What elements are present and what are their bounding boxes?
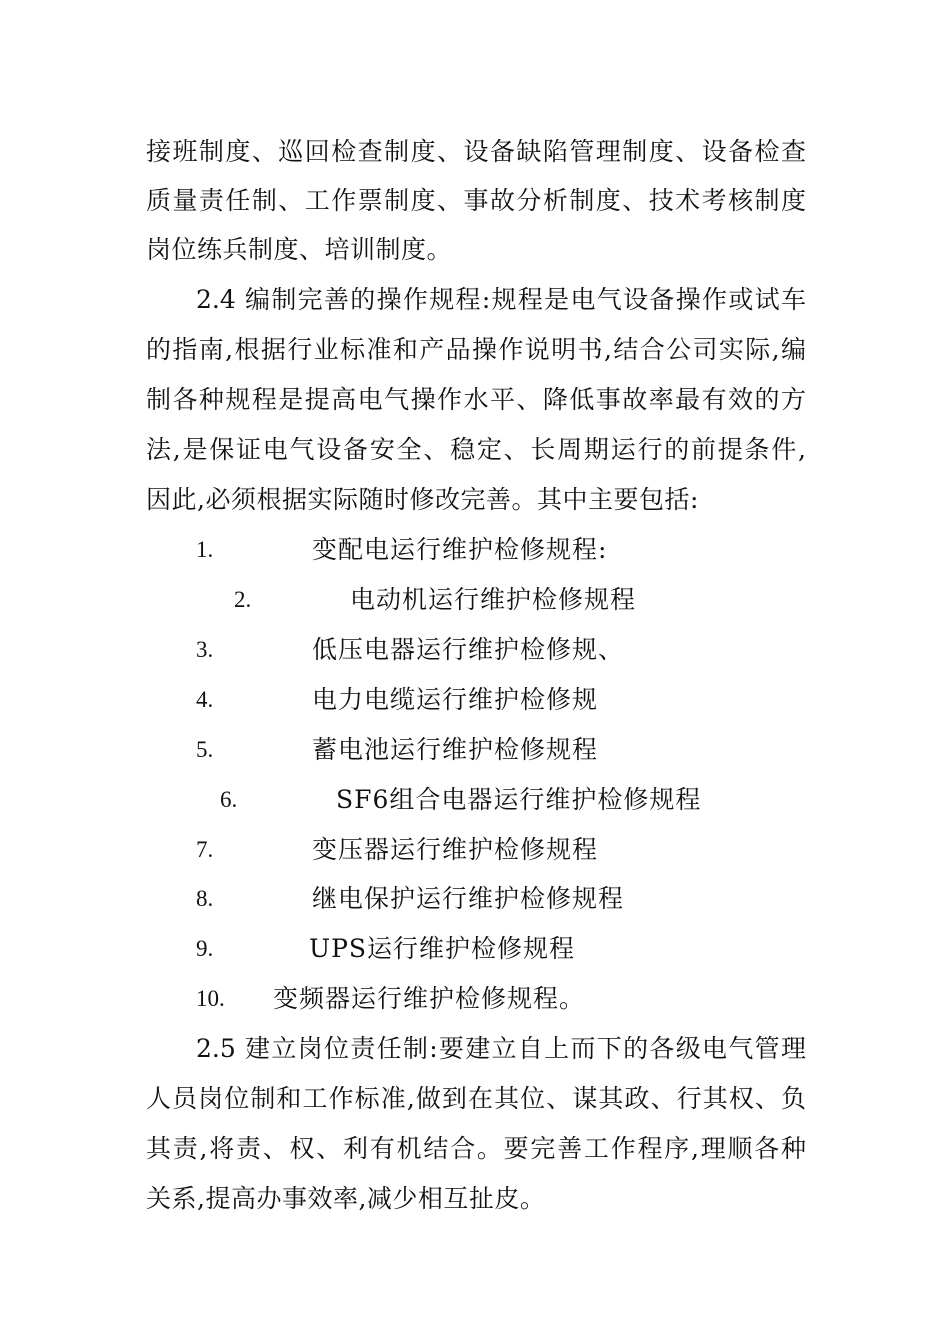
section-heading-line: 2.4 编制完善的操作规程:规程是电气设备操作或试车 (196, 285, 806, 314)
list-item-number: 9. (196, 936, 214, 961)
paragraph-line: 接班制度、巡回检查制度、设备缺陷管理制度、设备检查 (146, 137, 806, 166)
list-item-number: 2. (234, 587, 252, 612)
paragraph-line: 的指南,根据行业标准和产品操作说明书,结合公司实际,编 (146, 335, 806, 364)
section-heading-line: 2.5 建立岗位责任制:要建立自上而下的各级电气管理 (196, 1034, 806, 1063)
list-item-number: 7. (196, 837, 214, 862)
paragraph-line: 其责,将责、权、利有机结合。要完善工作程序,理顺各种 (146, 1134, 806, 1163)
list-item-number: 1. (196, 537, 214, 562)
paragraph-line: 因此,必须根据实际随时修改完善。其中主要包括: (146, 485, 699, 514)
list-item-number: 8. (196, 886, 214, 911)
list-item-text: UPS运行维护检修规程 (309, 934, 576, 963)
list-item-text: 继电保护运行维护检修规程 (312, 884, 625, 913)
list-item-text: 电力电缆运行维护检修规 (312, 685, 599, 714)
list-item-text: SF6组合电器运行维护检修规程 (336, 785, 702, 814)
paragraph-line: 人员岗位制和工作标准,做到在其位、谋其政、行其权、负 (146, 1084, 806, 1113)
paragraph-line: 质量责任制、工作票制度、事故分析制度、技术考核制度 (146, 186, 806, 215)
paragraph-line: 岗位练兵制度、培训制度。 (146, 235, 453, 264)
list-item-text: 蓄电池运行维护检修规程 (312, 735, 599, 764)
paragraph-line: 关系,提高办事效率,减少相互扯皮。 (146, 1184, 546, 1213)
list-item-text: 变配电运行维护检修规程: (312, 535, 608, 564)
list-item-number: 4. (196, 687, 214, 712)
paragraph-line: 法,是保证电气设备安全、稳定、长周期运行的前提条件, (146, 435, 806, 464)
list-item-text: 低压电器运行维护检修规、 (312, 635, 625, 664)
paragraph-line: 制各种规程是提高电气操作水平、降低事故率最有效的方 (146, 385, 806, 414)
list-item-number: 3. (196, 637, 214, 662)
list-item-text: 电动机运行维护检修规程 (350, 585, 637, 614)
list-item-number: 10. (196, 986, 225, 1011)
list-item-number: 6. (220, 787, 238, 812)
list-item-text: 变频器运行维护检修规程。 (273, 984, 586, 1013)
list-item-text: 变压器运行维护检修规程 (312, 835, 599, 864)
list-item-number: 5. (196, 737, 214, 762)
